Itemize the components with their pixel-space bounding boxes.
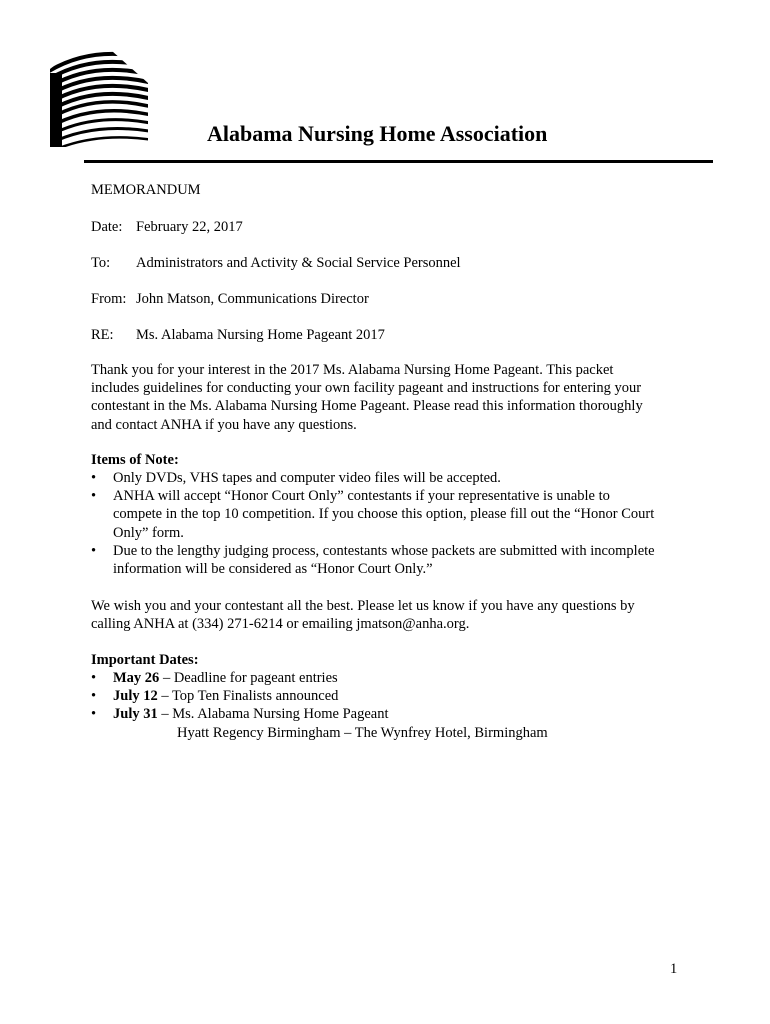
- to-label: To:: [91, 255, 111, 271]
- organization-title: Alabama Nursing Home Association: [207, 121, 548, 146]
- bullet-icon: •: [91, 688, 97, 705]
- intro-line: contestant in the Ms. Alabama Nursing Home Pageant. Please read this information thoroughly: [91, 398, 643, 415]
- list-item: [91, 469, 701, 487]
- bullet-icon: •: [91, 488, 97, 505]
- items-of-note-list: [91, 469, 701, 578]
- list-item: [91, 669, 701, 687]
- date-value: February 22, 2017: [136, 219, 243, 235]
- list-item-text: [113, 705, 701, 723]
- list-item-text: compete in the top 10 competition. If you choose this option, please fill out the “Honor Court: [113, 506, 655, 523]
- memo-from-row: [91, 290, 369, 308]
- important-dates-list: [91, 669, 701, 742]
- memo-to-row: [91, 254, 461, 272]
- list-item-text: Only” form.: [113, 524, 184, 541]
- from-label: From:: [91, 291, 127, 307]
- from-value: John Matson, Communications Director: [136, 291, 369, 307]
- re-value: Ms. Alabama Nursing Home Pageant 2017: [136, 327, 385, 343]
- anha-logo: [50, 33, 150, 147]
- list-item-text: Only DVDs, VHS tapes and computer video files will be accepted.: [113, 470, 501, 486]
- date-desc: – Deadline for pageant entries: [159, 670, 338, 686]
- bullet-icon: •: [91, 670, 97, 686]
- bullet-icon: •: [91, 706, 97, 723]
- bullet-icon: •: [91, 542, 97, 559]
- list-item-text: Due to the lengthy judging process, contestants whose packets are submitted with incomplete: [113, 542, 655, 559]
- list-item-text: [113, 669, 701, 687]
- list-item: [91, 542, 701, 578]
- date-desc: – Ms. Alabama Nursing Home Pageant: [157, 706, 389, 723]
- date-desc: – Top Ten Finalists announced: [157, 688, 339, 705]
- items-of-note-heading: Items of Note:: [91, 452, 179, 468]
- date-label: Date:: [91, 219, 123, 235]
- date-key: July 31: [113, 706, 158, 723]
- list-item-text: ANHA will accept “Honor Court Only” contestants if your representative is unable to: [113, 488, 610, 505]
- bullet-icon: •: [91, 470, 97, 486]
- memo-re-row: [91, 326, 385, 344]
- intro-paragraph: [91, 361, 691, 434]
- closing-line: calling ANHA at (334) 271-6214 or emailing jmatson@anha.org.: [91, 616, 470, 633]
- list-item-text: [113, 687, 701, 705]
- closing-paragraph: [91, 597, 691, 633]
- memo-type: MEMORANDUM: [91, 182, 201, 198]
- intro-line: includes guidelines for conducting your own facility pageant and instructions for entering your: [91, 380, 642, 397]
- header-rule: [84, 160, 713, 163]
- list-item: [91, 705, 701, 741]
- venue-text: Hyatt Regency Birmingham – The Wynfrey Hotel, Birmingham: [177, 724, 548, 741]
- intro-line: Thank you for your interest in the 2017 Ms. Alabama Nursing Home Pageant. This packet: [91, 362, 614, 378]
- list-item: [91, 487, 701, 542]
- important-dates-heading: Important Dates:: [91, 652, 199, 668]
- intro-line: and contact ANHA if you have any questions.: [91, 416, 357, 433]
- date-key: May 26: [113, 670, 160, 686]
- date-key: July 12: [113, 688, 158, 705]
- list-item-text: information will be considered as “Honor Court Only.”: [113, 561, 433, 578]
- to-value: Administrators and Activity & Social Service Personnel: [136, 255, 461, 271]
- closing-line: We wish you and your contestant all the best. Please let us know if you have any questions by: [91, 598, 635, 614]
- re-label: RE:: [91, 327, 114, 343]
- memo-date-row: [91, 218, 243, 236]
- list-item: [91, 687, 701, 705]
- page-number: 1: [670, 961, 678, 977]
